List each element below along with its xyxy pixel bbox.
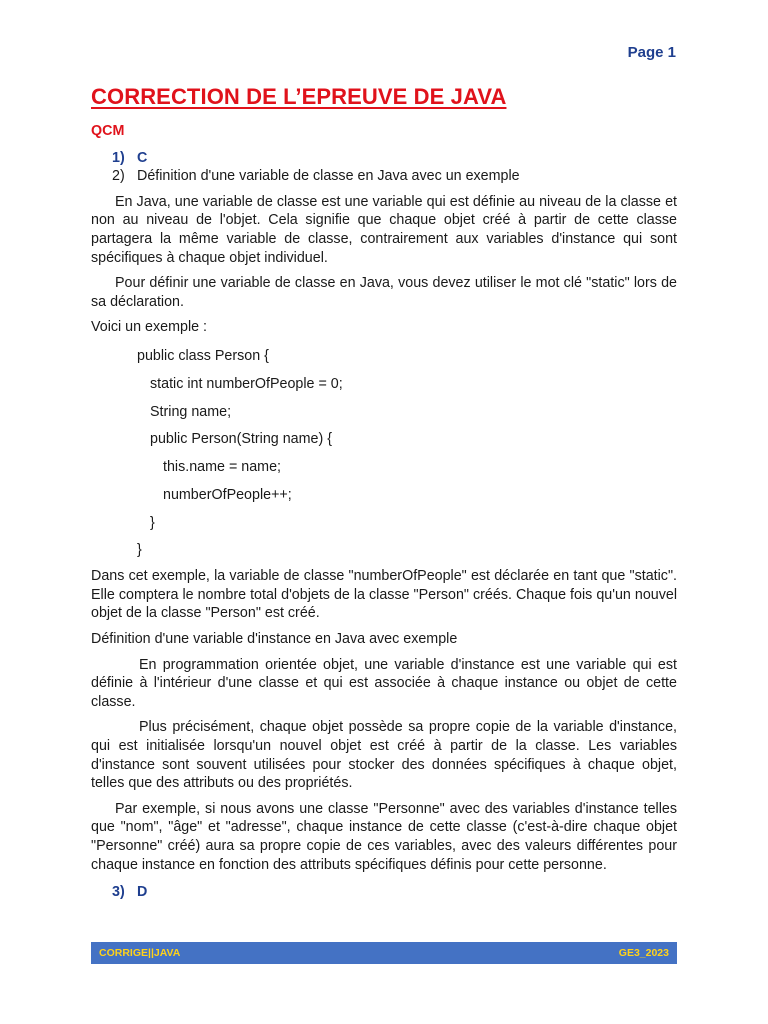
- qcm-label: QCM: [91, 123, 125, 139]
- document-body: [91, 122, 677, 902]
- code-line: String name;: [150, 403, 232, 420]
- paragraph-instance-details: Plus précisément, chaque objet possède sa propre copie de la variable d'instance, qui est initialisée lorsqu'un nouvel objet est créé à partir de la classe. Les variables d'instance sont souvent utilisées pour stocker des données spécifiques à chaque objet, telles que des attributs ou des propriétés.: [91, 719, 677, 792]
- answer-3-text: D: [137, 884, 148, 901]
- answer-2: [91, 167, 677, 186]
- code-line: static int numberOfPeople = 0;: [150, 375, 343, 392]
- code-line: this.name = name;: [163, 459, 282, 476]
- footer-left: CORRIGE||JAVA: [99, 947, 181, 959]
- answer-1: [91, 149, 677, 168]
- paragraph-example-explanation: Dans cet exemple, la variable de classe "numberOfPeople" est déclarée en tant que "static". Elle comptera le nombre total d'objets de la classe "Person" créés. Chaque fois qu'un nouvel objet de la classe "Person" est créé.: [91, 568, 677, 622]
- code-line: }: [137, 542, 142, 559]
- document-title: CORRECTION DE L’EPREUVE DE JAVA: [91, 84, 507, 109]
- answer-1-text: C: [137, 149, 148, 166]
- answer-2-number: 2): [112, 168, 125, 185]
- code-line: public Person(String name) {: [150, 431, 332, 448]
- paragraph-class-variable: En Java, une variable de classe est une variable qui est définie au niveau de la classe et non au niveau de l'objet. Cela signifie que chaque objet créé à partir de cette classe partagera la même variable de classe, contrairement aux variables d'instance qui sont spécifiques à chaque objet individuel.: [91, 193, 677, 266]
- page-number: Page 1: [627, 44, 676, 61]
- answer-1-number: 1): [112, 149, 125, 166]
- code-line: public class Person {: [137, 347, 269, 364]
- code-line: }: [150, 514, 155, 531]
- code-line: numberOfPeople++;: [163, 486, 292, 503]
- paragraph-static-keyword: Pour définir une variable de classe en Java, vous devez utiliser le mot clé "static" lors de sa déclaration.: [91, 275, 677, 310]
- answer-3-number: 3): [112, 884, 125, 901]
- answer-3: [91, 883, 677, 902]
- paragraph-instance-example: Par exemple, si nous avons une classe "Personne" avec des variables d'instance telles que "nom", "âge" et "adresse", chaque instance de cette classe (c'est-à-dire chaque objet "Personne" créé) aura sa propre copie de ces variables, avec des valeurs différentes pour chaque instance en fonction des attributs spécifiques définis pour cette personne.: [91, 800, 677, 873]
- answer-2-text: Définition d'une variable de classe en Java avec un exemple: [137, 168, 520, 185]
- footer-right: GE3_2023: [618, 947, 669, 959]
- paragraph-instance-definition: En programmation orientée objet, une variable d'instance est une variable qui est définie à l'intérieur d'une classe et qui est associée à chaque instance ou objet de cette classe.: [91, 656, 677, 710]
- example-intro: Voici un exemple :: [91, 319, 208, 336]
- page-footer: [91, 942, 677, 964]
- heading-instance-variable: Définition d'une variable d'instance en Java avec exemple: [91, 630, 458, 647]
- code-example: [137, 347, 677, 560]
